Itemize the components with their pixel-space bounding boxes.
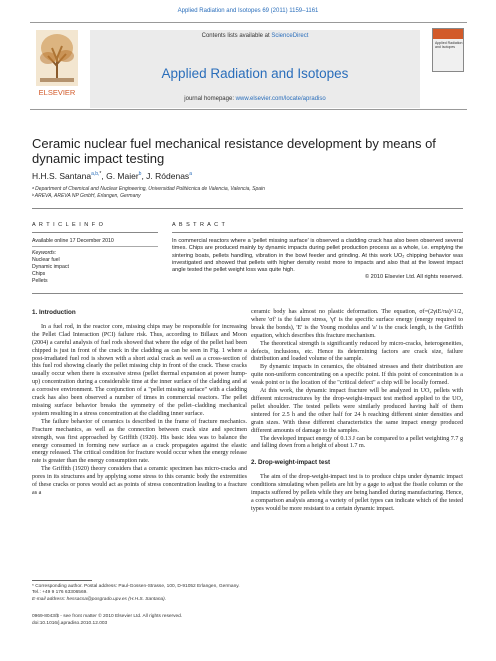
affiliation-b: ᵇ AREVA, AREVA NP GmbH, Erlangen, Germany (32, 193, 141, 199)
paragraph: The theoretical strength is significantly reduced by micro-cracks, heterogeneities, defects, inclusions, etc. Hence its determining factors are crack size, failure distribution and loaded volume of the sample. (251, 340, 463, 363)
left-column (32, 309, 247, 498)
divider (32, 232, 158, 233)
paragraph: The aim of the drop-weight-impact test is to produce chips under dynamic impact conditions simulating when pellets are hit by a gage to adjust the fissile column or the impacts suffered by pellets while they are being handled during manufacturing. Hence, a comparison analysis among a variety of pellet types can indicate which of the tested types would be more resistant to a certain dynamic impact. (251, 474, 463, 512)
affiliation-a: ᵃ Department of Chemical and Nuclear Engineering, Universidad Politécnica de Valencia, Valencia, Spain (32, 186, 265, 192)
contents-line (90, 33, 420, 39)
article-authors: H.H.S. Santana$^{a,b,*}$, G. Maier$^b$, J. Ródenas$^a$ (32, 171, 192, 181)
divider (32, 208, 463, 209)
abstract-body (172, 238, 463, 282)
keyword-item: Nuclear fuel (32, 257, 60, 263)
section-heading-drop-weight: 2. Drop-weight-impact test (251, 459, 331, 467)
footnote-email: E-mail address: hessacsa@posgrado.upv.es (H.H.S. Santana). (32, 597, 167, 602)
keyword-item: Pellets (32, 278, 48, 284)
sciencedirect-link[interactable]: ScienceDirect (271, 33, 309, 39)
author-maier: , G. Maier (101, 171, 139, 181)
available-online: Available online 17 December 2010 (32, 238, 114, 244)
author-rodenas: , J. Ródenas (141, 171, 190, 181)
keyword-item: Dynamic impact (32, 264, 69, 270)
journal-homepage (90, 96, 420, 102)
footnote-rule (32, 580, 92, 581)
homepage-prefix: journal homepage: (184, 96, 236, 102)
footnote-corresponding: * Corresponding author. Postal address: Paul-Gossen-Strasse, 100, D-91052 Erlangen, Germany. Tel.: +49 9 176 63306569. (32, 584, 240, 595)
journal-cover-thumbnail (432, 28, 464, 72)
keyword-item: Chips (32, 271, 46, 277)
article-info-heading: A R T I C L E I N F O (32, 222, 104, 228)
paragraph: By dynamic impacts in ceramics, the obtained stresses and their distribution are quite non-uniform concentrating on a specific point. If this point of concentration is a weak point or is the location of the "critical defect" a chip will be locally formed. (251, 364, 463, 387)
right-column (251, 309, 463, 514)
elsevier-logo (34, 28, 80, 102)
divider (172, 232, 463, 233)
journal-name: Applied Radiation and Isotopes (161, 66, 349, 81)
abstract-heading: A B S T R A C T (172, 222, 226, 228)
publisher-name: ELSEVIER (38, 88, 76, 97)
doi-line: doi:10.1016/j.apradiso.2010.12.003 (32, 621, 108, 626)
abstract-text: In commercial reactors where a 'pellet missing surface' is observed a cladding crack has also been observed several times. Chips are produced mainly by dynamic impacts during pellet production process as a whole, i.e. emptying the sintering boats, pellets handling, vibration in the bowl feeder and grinding. At this work UO₂ chipping behavior was investigated and showed that pellets with higher density resist more to impacts and also that at the lowest impact angle tested the pellet weight loss was quite high. (172, 238, 463, 274)
issn-line: 0969-8043/$ - see front matter © 2010 Elsevier Ltd. All rights reserved. (32, 614, 183, 619)
copyright: © 2010 Elsevier Ltd. All rights reserved. (364, 274, 463, 281)
author-rodenas-sup: a (189, 171, 192, 178)
paragraph: The Griffith (1920) theory considers that a ceramic specimen has micro-cracks and pores in its structures and by applying some stress to this ceramic body the extremities of these cracks or pores would act as points of stress concentration leading to a fracture as a (32, 466, 247, 496)
paragraph: The failure behavior of ceramics is described in the frame of fracture mechanics. Fracture mechanics, as well as the connection between crack size and specimen strength, was first approached by Griffith (1920). His basic idea was to balance the energy consumed in forming new surface as a crack propagates against the elastic energy released. The critical condition for fracture would occur when the energy release rate is greater than the energy consumption rate. (32, 418, 247, 465)
author-maier-sup: b (138, 171, 142, 178)
paragraph: At this work, the dynamic impact fracture will be analyzed in UO₂ pellets with different microstructures by the drop-weight-impact test method applied to the UO₂ pellet shoulder. The tested pellets were similarly produced having half of them sintered for 2.5 h and the other half for 24 h reaching different sinter densities and grain sizes. With these different characteristics the same impact energy produced different amounts of damage to the samples. (251, 388, 463, 434)
section-heading-introduction: 1. Introduction (32, 309, 76, 316)
divider (32, 246, 158, 247)
keywords-label: Keywords: (32, 250, 57, 256)
paragraph: ceramic body has almost no plastic deformation. The equation, σf=(2γiE/πa)^1/2, where 'σf' is the failure stress, 'γi' is the specific surface energy (energy required to break the bonds), 'E' is the Young modulus and 'a' is the crack length, is the Griffith equation, which describes this fracture mechanism. (251, 309, 463, 339)
divider (32, 293, 463, 294)
paragraph: In a fuel rod, in the reactor core, missing chips may be responsible for increasing the Pellet Clad Interaction (PCI) failure risk. Thus, according to Billaux and Moon (2004) a careful analysis of fuel rods showed that where the edge of the pellet had been chipped is just in front of the crack in the cladding as can be seen in Fig. 1 where a post-irradiated fuel rod is shown with a short axial crack as well as a cross-section of this fuel rod showing clearly the pellet missing chip in front of the crack. These cracks usually occur when there is excessive stress (pellet thermal expansion at power hump-up) concentration during a considerable time at the inner surface of the cladding and at a corrosive environment. The conjunction of a "pellet missing surface" with a cladding crack has also been observed a number of times in commercial reactors. The pellet missing surface behavior breaks the symmetry of the pellet–cladding mechanical system resulting in a stress concentration at the cladding inner surface. (32, 323, 247, 417)
author-santana: H.H.S. Santana (32, 171, 92, 181)
homepage-link[interactable]: www.elsevier.com/locate/apradiso (235, 96, 326, 102)
paragraph: The developed impact energy of 0.13 J can be compared to a pellet weighting 7.7 g and falling down from a height of about 1.7 m. (251, 435, 463, 450)
article-title: Ceramic nuclear fuel mechanical resistance development by means of dynamic impact testing (32, 136, 436, 166)
journal-citation: Applied Radiation and Isotopes 69 (2011) 1159–1161 (177, 8, 319, 14)
contents-prefix: Contents lists available at (201, 33, 272, 39)
cover-title: Applied Radiation and Isotopes (435, 41, 463, 49)
author-santana-sup: a,b, (91, 171, 100, 178)
